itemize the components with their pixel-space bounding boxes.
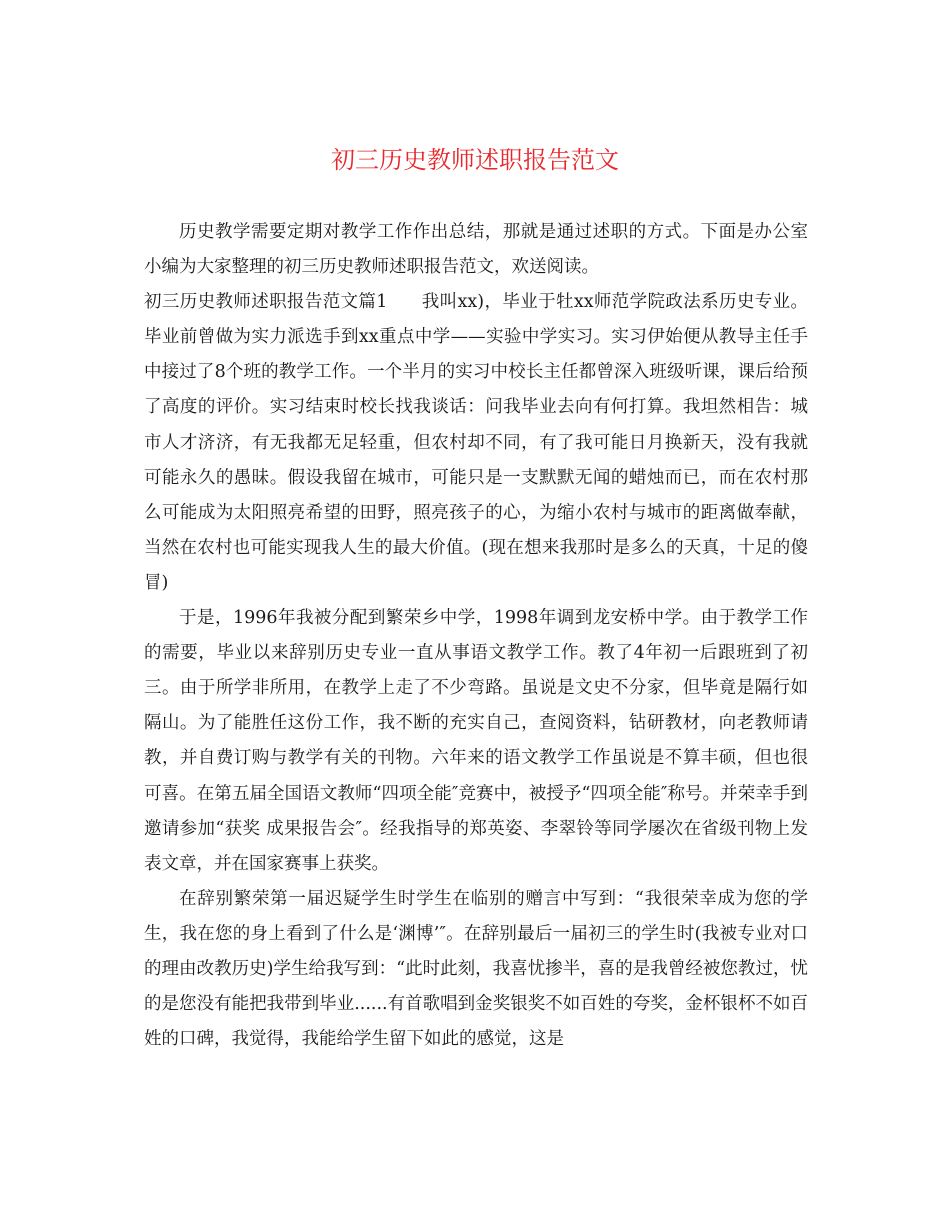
paragraph-3: 在辞别繁荣第一届迟疑学生时学生在临别的赠言中写到：“我很荣幸成为您的学生，我在您的身上看到了什么是‘渊博’″。在辞别最后一届初三的学生时(我被专业对口的理由改教历史)学生给我写到：“此时此刻，我喜忧掺半，喜的是我曾经被您教过，忧的是您没有能把我带到毕业......有首歌唱到金奖银奖不如百姓的夸奖，金杯银杯不如百姓的口碑，我觉得，我能给学生留下如此的感觉，这是 bbox=[144, 888, 808, 1050]
paragraph-1: 我叫xx)，毕业于牡xx师范学院政法系历史专业。毕业前曾做为实力派选手到xx重点中学——实验中学实习。实习伊始便从教导主任手中接过了8个班的教学工作。一个半月的实习中校长主任都曾深入班级听课，课后给预了高度的评价。实习结束时校长找我谈话：问我毕业去向有何打算。我坦然相告：城市人才济济，有无我都无足轻重，但农村却不同，有了我可能日月换新天，没有我就可能永久的愚昧。假设我留在城市，可能只是一支默默无闻的蜡烛而已，而在农村那么可能成为太阳照亮希望的田野，照亮孩子的心，为缩小农村与城市的距离做奉献，当然在农村也可能实现我人生的最大价值。(现在想来我那时是多么的天真，十足的傻冒) bbox=[144, 292, 808, 593]
section-heading: 初三历史教师述职报告范文篇1 bbox=[144, 292, 388, 313]
document-title: 初三历史教师述职报告范文 bbox=[331, 146, 619, 174]
document-body bbox=[144, 215, 808, 1057]
section-paragraph bbox=[144, 285, 808, 601]
intro-paragraph: 历史教学需要定期对教学工作作出总结，那就是通过述职的方式。下面是办公室小编为大家整理的初三历史教师述职报告范文，欢送阅读。 bbox=[144, 222, 808, 278]
paragraph-2: 于是，1996年我被分配到繁荣乡中学，1998年调到龙安桥中学。由于教学工作的需要，毕业以来辞别历史专业一直从事语文教学工作。教了4年初一后跟班到了初三。由于所学非所用，在教学上走了不少弯路。虽说是文史不分家，但毕竟是隔行如隔山。为了能胜任这份工作，我不断的充实自己，查阅资料，钻研教材，向老教师请教，并自费订购与教学有关的刊物。六年来的语文教学工作虽说是不算丰硕，但也很可喜。在第五届全国语文教师“四项全能″竞赛中，被授予“四项全能″称号。并荣幸手到邀请参加“获奖 成果报告会″。经我指导的郑英姿、李翠铃等同学屡次在省级刊物上发表文章，并在国家赛事上获奖。 bbox=[144, 608, 808, 874]
